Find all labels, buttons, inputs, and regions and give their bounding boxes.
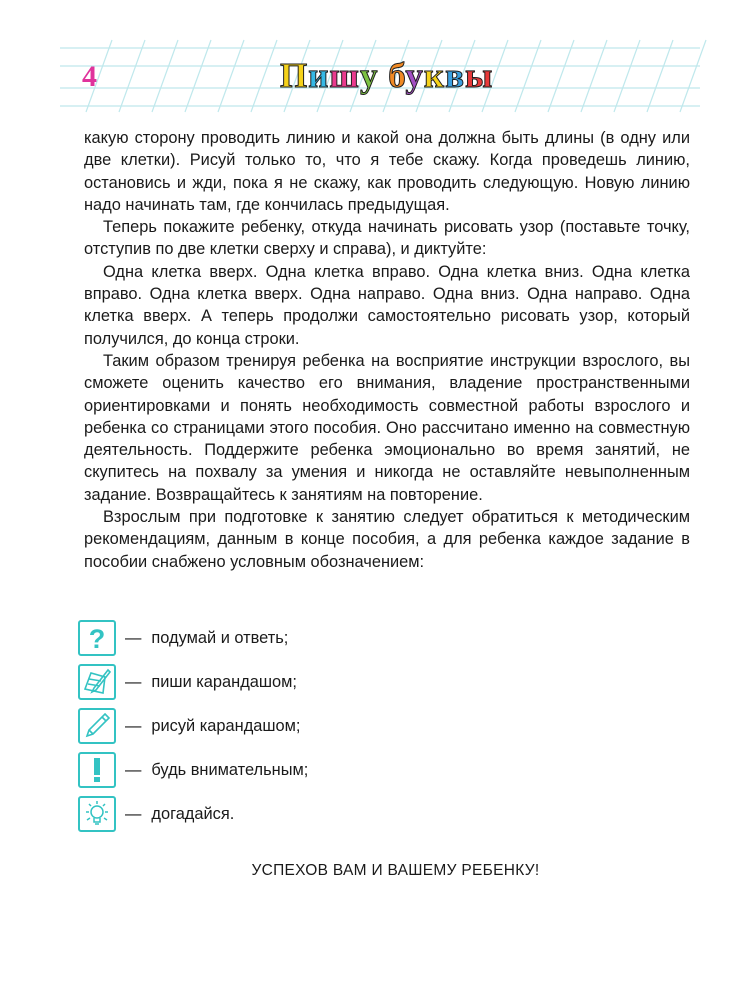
closing-message: УСПЕХОВ ВАМ И ВАШЕМУ РЕБЕНКУ! [251,862,540,879]
pencil-drawing-icon [78,708,116,744]
paragraph: Одна клетка вверх. Одна клетка вправо. Одна клетка вниз. Одна клетка вправо. Одна клетка вверх. Одна направо. Одна вниз. Одна направо. Одна клетка вверх. А теперь продолжи самостоятельно рисовать узор, который получился, до конца строки. [84,262,690,348]
paragraph: какую сторону проводить линию и какой она должна быть длины (в одну или две клетки). Рисуй только то, что я тебе скажу. Когда проведешь линию, остановись и жди, пока я не скажу, как проводить следующую. Новую линию надо начинать там, где кончилась предыдущая. [84,129,690,214]
title-letter: у [359,56,379,95]
legend-item-guess [78,796,478,836]
page-header [0,0,741,120]
legend-item-attention [78,752,478,792]
legend-label: подумай и ответь; [151,629,289,647]
legend-label: рисуй карандашом; [151,717,301,735]
paragraph: Взрослым при подготовке к занятию следует обратиться к методическим рекомендациям, данным в конце пособия, а для ребенка каждое задание в пособии снабжено условным обозначением: [84,508,690,571]
paragraph: Таким образом тренируя ребенка на восприятие инструкции взрослого, вы сможете оценить качество его внимания, владение пространственными ориентировками и понять необходимость совместной работы взрослого и ребенка со страницами этого пособия. Оно рассчитано именно на совместную деятельность. Поддержите ребенка эмоционально во время занятий, не скупитесь на похвалу за умения и никогда не оставляйте невыполненным задание. Возвращайтесь к занятиям на повторение. [84,351,690,504]
title-letter [378,56,388,95]
paragraph: Теперь покажите ребенку, откуда начинать рисовать узор (поставьте точку, отступив по две клетки сверху и справа), и диктуйте: [84,218,690,259]
legend-dash: — [125,629,142,647]
page-title [280,56,493,96]
legend-dash: — [125,805,142,823]
title-letter: б [388,56,406,95]
title-letter: в [445,56,465,95]
legend-dash: — [125,717,142,735]
legend-label: будь внимательным; [151,761,309,779]
light-bulb-icon [78,796,116,832]
title-letter: у [405,56,424,95]
exclamation-mark-icon [78,752,116,788]
legend-item-write [78,664,478,704]
question-mark-icon [78,620,116,656]
legend-label: догадайся. [151,805,235,823]
legend-dash: — [125,673,142,691]
legend-item-draw [78,708,478,748]
legend-item-think [78,620,478,660]
instruction-text [84,127,690,573]
title-letter: П [280,56,309,95]
title-letter: к [423,56,446,95]
svg-text:?: ? [88,624,106,653]
pencil-writing-icon [78,664,116,700]
legend-dash: — [125,761,142,779]
legend-label: пиши карандашом; [151,673,297,691]
page-number: 4 [82,60,97,93]
title-letter: и [308,56,330,95]
title-letter: ш [329,56,360,95]
title-letter: ы [464,56,494,95]
